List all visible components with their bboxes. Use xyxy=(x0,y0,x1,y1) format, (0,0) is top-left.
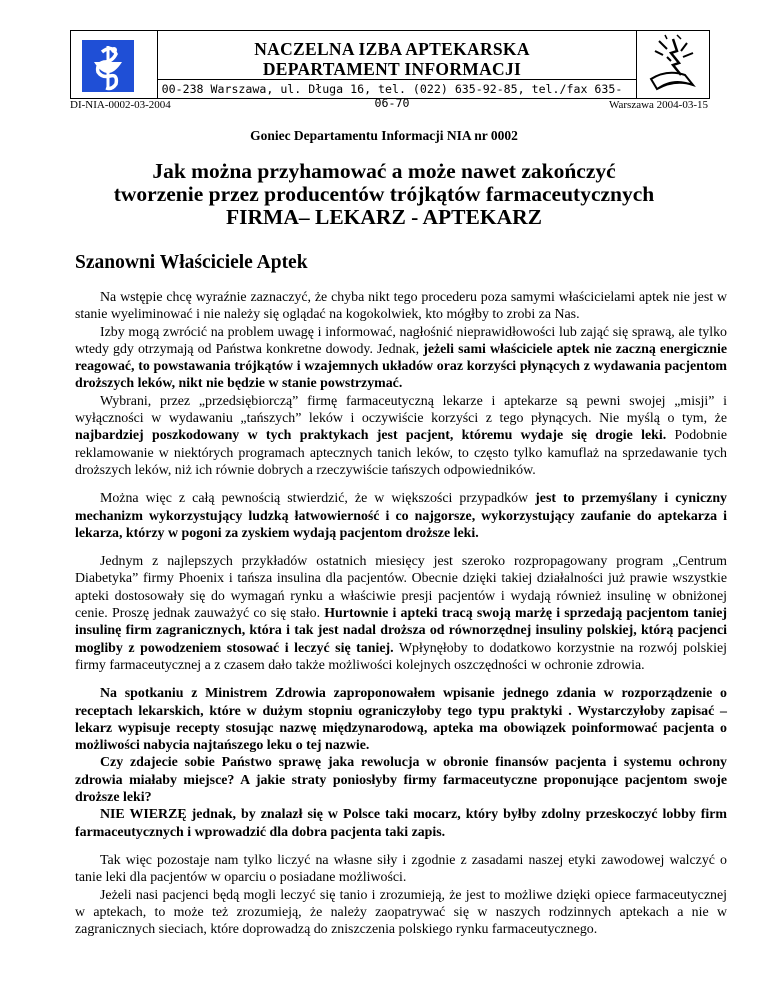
org-line-1: NACZELNA IZBA APTEKARSKA xyxy=(254,39,530,59)
organization-name xyxy=(157,39,627,79)
logo-cell xyxy=(71,31,158,98)
p2-bold: jeżeli sami właściciele aptek nie zaczną energicznie reagować, to powstawania trójkątów i wzajemnych układów oraz korzyści płynących z wydawania pacjentom droższych leków, nikt nie będzie w stanie powstrzymać. xyxy=(75,341,728,392)
p2-text: Izby mogą zwrócić na problem uwagę i informować, nagłośnić nieprawidłowości lub zająć się sprawą, ale tylko wtedy gdy otrzymają od Państwa konkretne dowody. Jednak, xyxy=(75,324,727,357)
paragraph-5 xyxy=(75,553,727,674)
letter-body xyxy=(75,289,727,938)
book-and-laurel-icon xyxy=(636,31,709,98)
document-id: DI-NIA-0002-03-2004 xyxy=(70,99,171,111)
p8-bold: NIE WIERZĘ jednak, by znalazł się w Polsce taki mocarz, który byłby zdolny przeskoczyć lobby firm farmaceutycznych i wprowadzić dla dobra pacjenta taki zapis. xyxy=(75,807,727,840)
paragraph-7 xyxy=(75,754,727,806)
paragraph-8 xyxy=(75,806,727,841)
address: 00-238 Warszawa, ul. Długa 16, tel. (022) 635-92-85, tel./fax 635-06-70 xyxy=(161,82,623,110)
document-date: Warszawa 2004-03-15 xyxy=(609,99,708,111)
p7-bold: Czy zdajecie sobie Państwo sprawę jaka rewolucja w obronie finansów pacjenta i systemu ochrony zdrowia miałaby miejsce? A jakie straty poniosłyby firmy farmaceutyczne proponujące pacjentom swoje droższe leki? xyxy=(75,755,727,806)
paragraph-9: Tak więc pozostaje nam tylko liczyć na własne siły i zgodnie z zasadami naszej etyki zawodowej walczyć o tanie leki dla pacjentów w oparciu o posiadane możliwości. xyxy=(75,852,727,886)
paragraph-3 xyxy=(75,393,727,479)
title-line-1: Jak można przyhamować a może nawet zakończyć xyxy=(152,159,616,183)
p5-bold: Hurtownie i apteki tracą swoją marżę i sprzedają pacjentom taniej insulinę firm zagranicznych, która i tak jest nadal droższa od równorzędnej insuliny polskiej, którą pacjenci mogliby z powodzeniem stosować i leczyć się taniej. xyxy=(75,606,727,656)
p6-bold: Na spotkaniu z Ministrem Zdrowia zaproponowałem wpisanie jednego zdania w rozporządzenie o receptach lekarskich, które w dużym stopniu ograniczyłoby tego typu praktyki . Wystarczyłoby zapisać – lekarz wypisuje recepty stosując nazwę międzynarodową, apteka ma obowiązek poinformować pacjenta o możliwości nabycia najtańszego leku o tej nazwie. xyxy=(75,686,727,754)
p3-text: Wybrani, przez „przedsiębiorczą” firmę farmaceutyczną lekarze i aptekarze są pewni swojej „misji” i wyłączności w wydawaniu „tańszych” leków i oczywiście korzyści z tego płynących. Nie myślą o tym, że xyxy=(75,393,727,427)
p5-text: Jednym z najlepszych przykładów ostatnich miesięcy jest szeroko rozpropagowany program „Centrum Diabetyka” firmy Phoenix i tańsza insulina dla pacjentów. Obecnie dzięki takiej działalności już prawie wszystkie apteki dostosowały się do wymagań rynku a właściwie presji pacjentów i wydają również insulinę w obniżonej cenie. Proszę jednak zauważyć co się stało. xyxy=(75,554,727,622)
paragraph-10: Jeżeli nasi pacjenci będą mogli leczyć się tanio i zrozumieją, że jest to możliwe dzięki opiece farmaceutycznej w aptekach, to może też zrozumieją, że należy zaopatrywać się w naszych rodzinnych aptekach a nie w zagranicznych sieciach, które doprowadzą do zniszczenia polskiego rynku farmaceutycznego. xyxy=(75,887,727,938)
p4-text: Można więc z całą pewnością stwierdzić, że w większości przypadków xyxy=(100,491,536,507)
org-line-2: DEPARTAMENT INFORMACJI xyxy=(262,59,522,79)
p3-tail: Podobnie reklamowanie w niektórych programach aptecznych tanich leków, to często tylko kamuflaż na sprzedawanie tych droższych leków, niż ich równie dobrych a rzeczywiście tańszych odpowiedników. xyxy=(75,428,727,478)
page-title xyxy=(60,160,708,229)
p4-bold: jest to przemyślany i cyniczny mechanizm wykorzystujący ludzką łatwowierność i co najgorsze, wykorzystujący zaufanie do aptekarza i lekarza, którzy w pogoni za zyskiem wydają pacjentom droższe leki. xyxy=(75,491,727,541)
pharmacy-bowl-of-hygieia-icon xyxy=(82,40,134,92)
greeting: Szanowni Właściciele Aptek xyxy=(75,252,308,273)
newsletter-title: Goniec Departamentu Informacji NIA nr 0002 xyxy=(250,128,518,143)
p3-bold: najbardziej poszkodowany w tych praktykach jest pacjent, któremu wydaje się drogie leki. xyxy=(75,428,667,444)
paragraph-4 xyxy=(75,490,727,542)
title-line-2: tworzenie przez producentów trójkątów farmaceutycznych xyxy=(113,182,655,206)
title-line-3: FIRMA– LEKARZ - APTEKARZ xyxy=(226,205,542,229)
paragraph-6 xyxy=(75,685,727,754)
divider xyxy=(157,79,637,80)
p5-tail: Wpłynęłoby to dodatkowo korzystnie na rozwój polskiej firmy farmaceutycznej a z czasem dało także możliwości kolejnych oszczędności w ochronie zdrowia. xyxy=(75,640,727,673)
paragraph-2 xyxy=(75,324,727,393)
paragraph-1: Na wstępie chcę wyraźnie zaznaczyć, że chyba nikt tego procederu poza samymi właścicielami aptek nie jest w stanie wyeliminować i nie należy się oglądać na kogokolwiek, kto mógłby to zrobi za Nas. xyxy=(75,290,727,323)
